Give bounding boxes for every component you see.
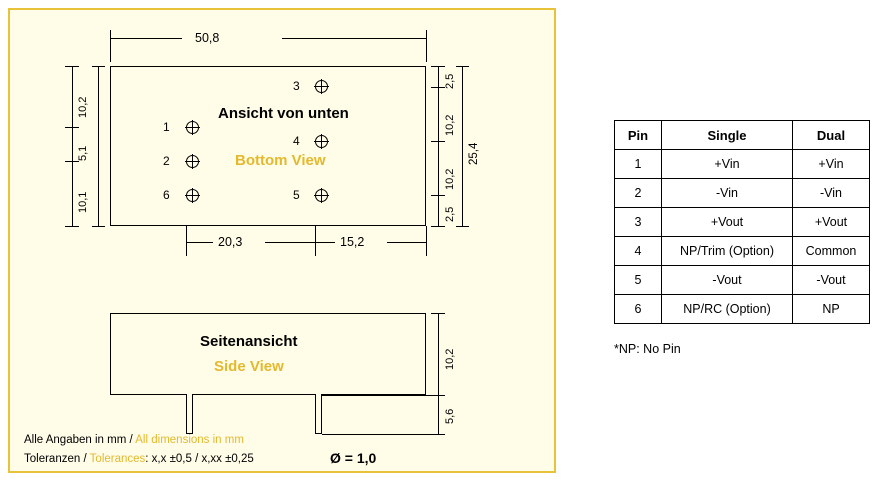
dim-tick <box>426 30 427 62</box>
dim-width-total: 50,8 <box>195 31 220 45</box>
cell-dual: +Vin <box>793 150 870 179</box>
dim-bottom-15-2: 15,2 <box>340 235 365 249</box>
dim-side-height-10-2: 10,2 <box>444 348 456 370</box>
pin-number-2: 2 <box>163 154 170 168</box>
dim-right-2-5-top: 2,5 <box>444 73 456 89</box>
cell-dual: NP <box>793 295 870 324</box>
dim-tick <box>65 66 79 67</box>
dim-tick <box>186 226 187 256</box>
dim-bottom-20-3: 20,3 <box>218 235 243 249</box>
dim-tick <box>65 226 79 227</box>
dim-extension-line <box>322 434 440 435</box>
dim-line <box>438 313 439 395</box>
pin-marker-6 <box>186 189 199 202</box>
dim-line <box>438 66 439 226</box>
dim-line <box>110 38 182 39</box>
dim-tick <box>65 127 79 128</box>
cell-single: NP/Trim (Option) <box>662 237 793 266</box>
note-dimensions-en: All dimensions in mm <box>135 434 244 446</box>
pin-marker-3 <box>315 80 328 93</box>
table-header-row <box>615 121 870 150</box>
pin-marker-2 <box>186 155 199 168</box>
cell-single: -Vin <box>662 179 793 208</box>
column-header-pin: Pin <box>615 121 662 150</box>
cell-dual: +Vout <box>793 208 870 237</box>
dim-line <box>98 66 99 226</box>
column-header-single: Single <box>662 121 793 150</box>
note-tolerances-de: Toleranzen <box>24 453 81 465</box>
hole-diameter-label: Ø = 1,0 <box>330 450 377 466</box>
note-separator-2: / <box>83 453 87 465</box>
bottom-view-title-en: Bottom View <box>235 152 326 169</box>
pin-table-footnote: *NP: No Pin <box>614 342 681 356</box>
dim-line <box>438 395 439 435</box>
dim-left-10-2: 10,2 <box>77 96 89 118</box>
cell-single: -Vout <box>662 266 793 295</box>
cell-pin: 6 <box>615 295 662 324</box>
column-header-dual: Dual <box>793 121 870 150</box>
table-row <box>615 237 870 266</box>
dim-tick <box>456 66 469 67</box>
dim-tick <box>431 141 445 142</box>
cell-pin: 5 <box>615 266 662 295</box>
dimension-drawing-panel <box>8 8 556 473</box>
cell-pin: 3 <box>615 208 662 237</box>
note-dimensions-de: Alle Angaben in mm <box>24 434 127 446</box>
table-row <box>615 295 870 324</box>
dim-line <box>315 242 335 243</box>
pin-marker-5 <box>315 189 328 202</box>
dim-right-10-2-a: 10,2 <box>444 114 456 136</box>
dim-tick <box>431 313 445 314</box>
dim-right-total-25-4: 25,4 <box>468 142 480 165</box>
cell-pin: 2 <box>615 179 662 208</box>
dim-tick <box>110 30 111 62</box>
dim-tick <box>456 226 469 227</box>
cell-pin: 4 <box>615 237 662 266</box>
side-view-title-de: Seitenansicht <box>200 333 298 350</box>
dim-tick <box>431 87 445 88</box>
pin-number-5: 5 <box>293 188 300 202</box>
dim-line <box>72 66 73 226</box>
side-view-title-en: Side View <box>214 358 284 375</box>
cell-pin: 1 <box>615 150 662 179</box>
dim-line <box>186 242 213 243</box>
table-row <box>615 208 870 237</box>
module-outline-bottom-view <box>110 66 426 226</box>
note-tolerances-en: Tolerances <box>89 453 146 465</box>
dim-line <box>462 66 463 226</box>
cell-dual: -Vout <box>793 266 870 295</box>
pin-assignment-table-wrapper <box>614 120 870 324</box>
cell-dual: Common <box>793 237 870 266</box>
dim-tick <box>92 66 105 67</box>
dim-tick <box>431 195 445 196</box>
pin-assignment-table <box>614 120 870 324</box>
pin-number-1: 1 <box>163 120 170 134</box>
pin-marker-4 <box>315 135 328 148</box>
table-row <box>615 266 870 295</box>
dim-pin-length-5-6: 5,6 <box>444 408 456 424</box>
dim-tick <box>65 161 79 162</box>
dim-line <box>265 242 315 243</box>
dim-tick <box>426 226 427 256</box>
dim-left-10-1: 10,1 <box>77 191 89 213</box>
dim-right-2-5-bottom: 2,5 <box>444 206 456 222</box>
dim-tick <box>92 226 105 227</box>
dim-line <box>387 242 426 243</box>
cell-dual: -Vin <box>793 179 870 208</box>
table-row <box>615 179 870 208</box>
dim-extension-line <box>322 395 440 396</box>
cell-single: NP/RC (Option) <box>662 295 793 324</box>
cell-single: +Vin <box>662 150 793 179</box>
pin-number-6: 6 <box>163 188 170 202</box>
pin-leg-right <box>315 394 322 434</box>
note-dimensions <box>24 434 244 446</box>
dim-tick <box>315 226 316 256</box>
note-tolerances <box>24 453 254 465</box>
pin-number-3: 3 <box>293 79 300 93</box>
pin-number-4: 4 <box>293 134 300 148</box>
pin-marker-1 <box>186 121 199 134</box>
dim-line <box>282 38 426 39</box>
dim-left-5-1: 5,1 <box>77 145 89 161</box>
dim-tick <box>431 66 445 67</box>
module-outline-side-view <box>110 313 426 395</box>
note-separator: / <box>129 434 133 446</box>
note-tolerance-values: : x,x ±0,5 / x,xx ±0,25 <box>145 453 254 465</box>
bottom-view-title-de: Ansicht von unten <box>218 105 349 122</box>
table-row <box>615 150 870 179</box>
dim-tick <box>431 226 445 227</box>
cell-single: +Vout <box>662 208 793 237</box>
dim-right-10-2-b: 10,2 <box>444 168 456 190</box>
pin-leg-left <box>186 394 193 434</box>
